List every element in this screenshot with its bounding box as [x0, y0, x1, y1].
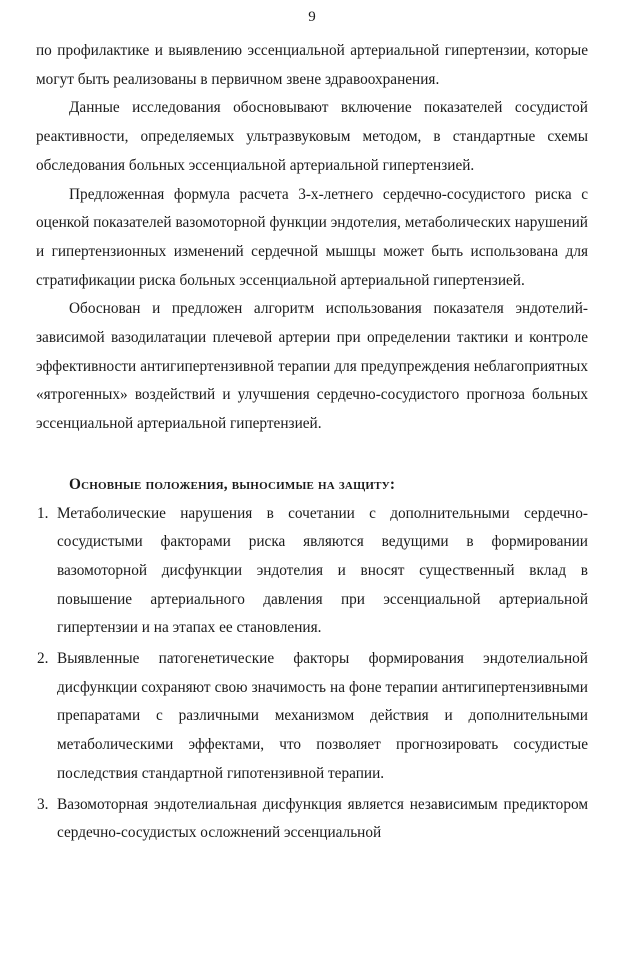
list-item [36, 500, 588, 644]
list-item-text: Вазомоторная эндотелиальная дисфункция является независимым предиктором сердечно-сосудистых осложнений эссенциальной [57, 795, 588, 842]
page-number: 9 [308, 9, 316, 25]
list-item-number: 2. [37, 650, 49, 668]
list-item-number: 1. [37, 504, 49, 522]
paragraph: Данные исследования обосновывают включение показателей сосудистой реактивности, определяемых ультразвуковым методом, в стандартные схемы обследования больных эссенциальной артериальной гипертензией. [36, 99, 588, 174]
paragraph-continuation: по профилактике и выявлению эссенциальной артериальной гипертензии, которые могут быть реализованы в первичном звене здравоохранения. [36, 42, 588, 88]
list-item-number: 3. [37, 795, 49, 813]
spacer [36, 439, 588, 471]
list-item-text: Метаболические нарушения в сочетании с дополнительными сердечно-сосудистыми факторами риска являются ведущими в формировании вазомоторной дисфункции эндотелия и вносят существенный вклад в повышение артериального давления при эссенциальной артериальной гипертензии и на этапах ее становления. [57, 504, 588, 637]
list-item [36, 645, 588, 789]
thesis-list [36, 500, 588, 848]
paragraph: Обоснован и предложен алгоритм использования показателя эндотелий-зависимой вазодилатации плечевой артерии при определении тактики и контроле эффективности антигипертензивной терапии для предупреждения неблагоприятных «ятрогенных» воздействий и улучшения сердечно-сосудистого прогноза больных эссенциальной артериальной гипертензией. [36, 300, 588, 433]
list-item-text: Выявленные патогенетические факторы формирования эндотелиальной дисфункции сохраняют свою значимость на фоне терапии антигипертензивными препаратами с различными механизмом действия и дополнительными метаболическими эффектами, что позволяет прогнозировать сосудистые последствия стандартной гипотензивной терапии. [57, 650, 588, 782]
paragraph: Предложенная формула расчета 3-х-летнего сердечно-сосудистого риска с оценкой показателей вазомоторной функции эндотелия, метаболических нарушений и гипертензионных изменений сердечной мышцы может быть использована для стратификации риска больных эссенциальной артериальной гипертензией. [36, 185, 588, 289]
list-item [36, 791, 588, 848]
section-heading: Основные положения, выносимые на защиту: [69, 475, 396, 493]
